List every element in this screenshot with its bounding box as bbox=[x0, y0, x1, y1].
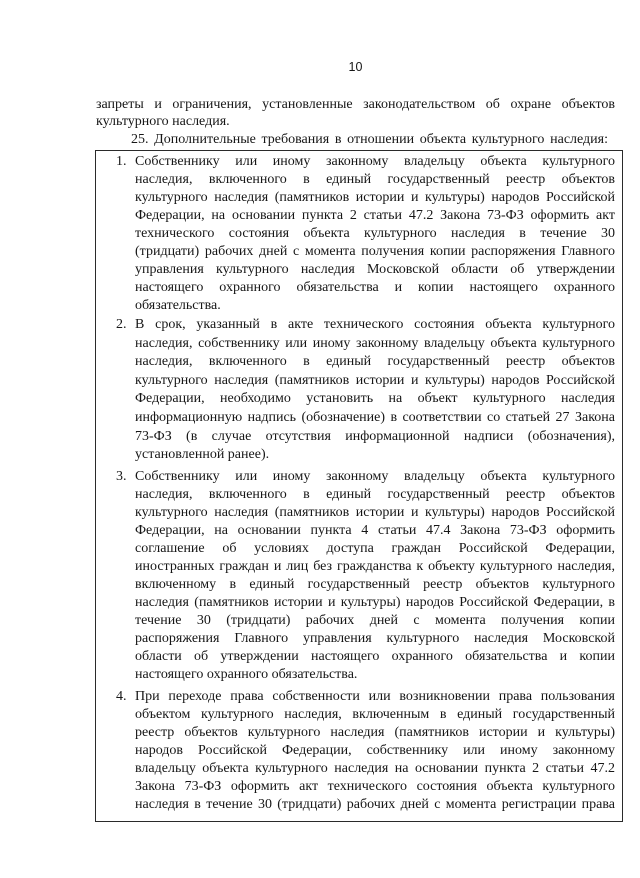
requirement-item-1 bbox=[96, 153, 622, 315]
requirement-line: объектом культурного наследия, включенным в единый государственный bbox=[135, 707, 615, 722]
requirement-line: Федерации, на основании пункта 2 статьи 47.2 Закона 73-ФЗ оформить акт bbox=[135, 208, 615, 223]
requirement-line: наследия в течение 30 (тридцати) рабочих дней с момента регистрации права bbox=[135, 797, 615, 812]
requirement-line: настоящего охранного обязательства и копии настоящего охранного bbox=[135, 280, 615, 295]
intro-line: запреты и ограничения, установленные законодательством об охране объектов bbox=[96, 97, 615, 112]
requirement-line: наследия (памятников истории и культуры) народов Российской Федерации, в bbox=[135, 595, 615, 610]
requirement-text bbox=[135, 468, 615, 684]
requirement-line: 73-ФЗ (в случае отсутствия информационной надписи (обозначения), bbox=[135, 428, 615, 444]
requirement-line: иностранных граждан и лиц без гражданства к объекту культурного наследия, bbox=[135, 559, 615, 574]
requirement-line: культурного наследия (памятников истории и культуры) народов Российской bbox=[135, 190, 615, 205]
requirement-line: соглашение об условиях доступа граждан Российской Федерации, bbox=[135, 541, 615, 556]
requirement-item-3 bbox=[96, 468, 622, 684]
requirement-line: народов Российской Федерации, собственнику или иному законному bbox=[135, 743, 615, 758]
requirement-line: настоящего охранного обязательства. bbox=[135, 667, 358, 682]
requirement-line: течение 30 (тридцати) рабочих дней с момента получения копии bbox=[135, 613, 615, 628]
requirement-text bbox=[135, 316, 615, 465]
requirement-line: технического состояния объекта культурного наследия в течение 30 bbox=[135, 226, 615, 241]
page-number: 10 bbox=[348, 60, 363, 74]
requirement-item-2 bbox=[96, 316, 622, 465]
requirement-line: культурного наследия (памятников истории и культуры) народов Российской bbox=[135, 505, 615, 520]
section-heading: 25. Дополнительные требования в отношении объекта культурного наследия: bbox=[131, 132, 608, 147]
requirement-line: Собственнику или иному законному владельцу объекта культурного bbox=[135, 469, 615, 484]
requirement-line: культурного наследия (памятников истории и культуры) народов Российской bbox=[135, 372, 615, 388]
requirement-line: владельцу объекта культурного наследия на основании пункта 2 статьи 47.2 bbox=[135, 761, 615, 776]
requirement-line: управления культурного наследия Московской области об утверждении bbox=[135, 262, 615, 277]
requirement-line: обязательства. bbox=[135, 298, 221, 313]
requirement-line: наследия, включенного в единый государственный реестр объектов bbox=[135, 172, 615, 187]
intro-paragraph bbox=[96, 96, 615, 130]
requirement-line: распоряжения Главного управления культурного наследия Московской bbox=[135, 631, 615, 646]
requirement-line: установленной ранее). bbox=[135, 447, 270, 463]
requirement-line: области об утверждении настоящего охранного обязательства и копии bbox=[135, 649, 615, 664]
requirement-line: Закона 73-ФЗ оформить акт технического состояния объекта культурного bbox=[135, 779, 615, 794]
requirement-number: 4. bbox=[116, 689, 127, 704]
requirement-line: Собственнику или иному законному владельцу объекта культурного bbox=[135, 154, 615, 169]
requirement-line: (тридцати) рабочих дней с момента получения копии распоряжения Главного bbox=[135, 244, 615, 259]
requirement-line: Федерации, необходимо установить на объект культурного наследия bbox=[135, 391, 615, 407]
requirement-number: 1. bbox=[116, 154, 127, 169]
intro-line: культурного наследия. bbox=[96, 114, 230, 129]
requirement-line: При переходе права собственности или возникновении права пользования bbox=[135, 689, 615, 704]
requirement-item-4 bbox=[96, 688, 622, 814]
requirement-text bbox=[135, 153, 615, 315]
requirement-number: 2. bbox=[116, 317, 127, 332]
requirement-line: реестр объектов культурного наследия (памятников истории и культуры) bbox=[135, 725, 615, 740]
requirement-line: наследия, включенного в единый государственный реестр объектов bbox=[135, 487, 615, 502]
requirement-line: включенному в единый государственный реестр объектов культурного bbox=[135, 577, 615, 592]
requirement-number: 3. bbox=[116, 469, 127, 484]
requirements-box bbox=[95, 150, 623, 822]
requirement-line: наследия, собственнику или иному законному владельцу объекта культурного bbox=[135, 335, 615, 351]
requirement-line: Федерации, на основании пункта 4 статьи 47.4 Закона 73-ФЗ оформить bbox=[135, 523, 615, 538]
requirement-text bbox=[135, 688, 615, 814]
requirement-line: информационную надпись (обозначение) в соответствии со статьей 27 Закона bbox=[135, 409, 615, 425]
requirement-line: наследия, включенного в единый государственный реестр объектов bbox=[135, 354, 615, 370]
requirement-line: В срок, указанный в акте технического состояния объекта культурного bbox=[135, 317, 615, 332]
